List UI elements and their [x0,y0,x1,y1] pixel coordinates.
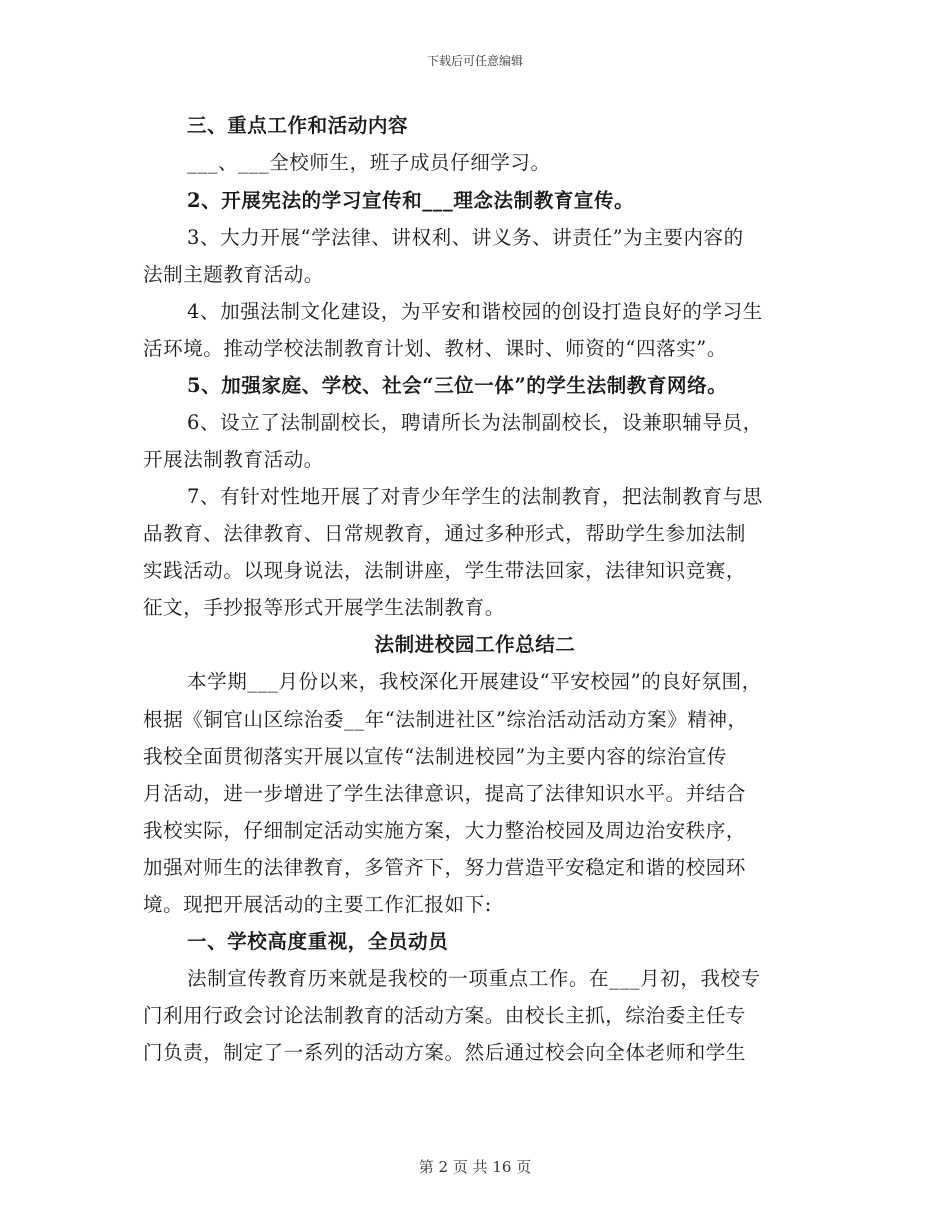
paragraph-line: 根据《铜官山区综治委__年“法制进社区”综治活动活动方案》精神， [143,708,748,731]
paragraph-line: 7、有针对性地开展了对青少年学生的法制教育，把法制教育与思 [187,485,763,508]
paragraph-line: 6、设立了法制副校长，聘请所长为法制副校长，设兼职辅导员， [187,411,763,434]
section-heading: 三、重点工作和活动内容 [187,114,409,137]
paragraph-line: 门利用行政会讨论法制教育的活动方案。由校长主抓，综治委主任专 [143,1004,747,1027]
paragraph-line: 5、加强家庭、学校、社会“三位一体”的学生法制教育网络。 [187,374,728,397]
page-number: 第 2 页 共 16 页 [418,1158,532,1176]
paragraph-line: 法制主题教育活动。 [143,263,324,286]
paragraph-line: 境。现把开展活动的主要工作汇报如下: [143,893,492,916]
paragraph-line: 4、加强法制文化建设，为平安和谐校园的创设打造良好的学习生 [187,300,763,323]
paragraph-line: 实践活动。以现身说法，法制讲座，学生带法回家，法律知识竞赛， [143,559,747,582]
paragraph-line: 月活动，进一步增进了学生法律意识，提高了法律知识水平。并结合 [143,782,747,805]
section-title: 法制进校园工作总结二 [374,633,576,656]
page-header: 下载后可任意编辑 [426,54,523,68]
paragraph-line: 我校全面贯彻落实开展以宣传“法制进校园”为主要内容的综治宣传 [143,745,727,768]
paragraph-line: 加强对师生的法律教育，多管齐下，努力营造平安稳定和谐的校园环 [143,856,747,879]
paragraph-line: 门负责，制定了一系列的活动方案。然后通过校会向全体老师和学生 [143,1041,747,1064]
paragraph-line: 品教育、法律教育、日常规教育，通过多种形式，帮助学生参加法制 [143,522,747,545]
paragraph-line: 本学期___月份以来，我校深化开展建设“平安校园”的良好氛围， [187,670,762,693]
paragraph-line: 法制宣传教育历来就是我校的一项重点工作。在___月初，我校专 [187,967,761,990]
paragraph-line: 征文，手抄报等形式开展学生法制教育。 [143,596,505,619]
paragraph-line: 开展法制教育活动。 [143,448,324,471]
paragraph-line: ___、___全校师生，班子成员仔细学习。 [187,151,551,174]
paragraph-line: 3、大力开展“学法律、讲权利、讲义务、讲责任”为主要内容的 [187,226,744,249]
paragraph-line: 我校实际，仔细制定活动实施方案，大力整治校园及周边治安秩序， [143,819,747,842]
section-heading: 一、学校高度重视，全员动员 [187,930,449,953]
paragraph-line: 2、开展宪法的学习宣传和___理念法制教育宣传。 [187,189,635,212]
paragraph-line: 活环境。推动学校法制教育计划、教材、课时、师资的“四落实”。 [143,337,727,360]
